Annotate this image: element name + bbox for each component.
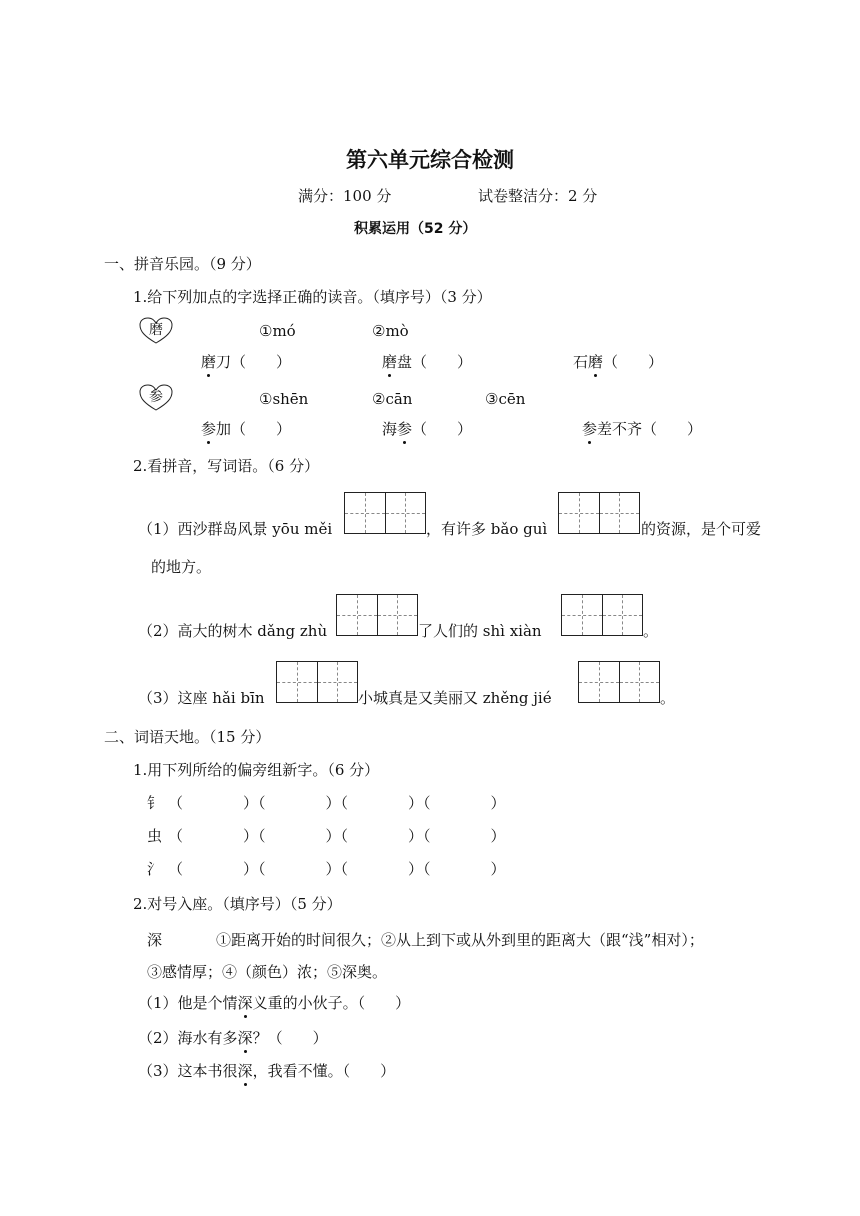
pinyin-line: 的地方。: [151, 558, 212, 576]
option: ②cān: [372, 390, 413, 408]
writing-grid[interactable]: [561, 594, 643, 636]
sentence-after: ？（ ）: [252, 1029, 328, 1047]
dotted-char: 深: [237, 1029, 253, 1047]
blank-row: （ ）（ ）（ ）（ ）: [168, 827, 506, 845]
neat-score: 试卷整洁分：2 分: [478, 187, 598, 205]
pinyin-line: （3）这座 hǎi bīn: [138, 689, 265, 707]
pinyin-line: （2）高大的树木 dǎng zhù: [138, 622, 328, 640]
pinyin-line: 小城真是又美丽又 zhěng jié: [358, 689, 552, 707]
sentence-after: 义重的小伙子。（ ）: [252, 994, 411, 1012]
dotted-char: 深: [237, 994, 253, 1012]
radical: 钅: [147, 794, 163, 812]
word-after: （ ）: [603, 353, 664, 371]
section-title: 积累运用（52 分）: [354, 221, 477, 237]
sentence-after: ，我看不懂。（ ）: [252, 1062, 396, 1080]
word-before: 海: [382, 420, 398, 438]
option: ①mó: [259, 322, 296, 340]
heart-char-box-mo: [138, 317, 174, 345]
heart-char: 参: [149, 389, 163, 405]
word-after: 盘（ ）: [397, 353, 473, 371]
q1-heading: 一、拼音乐园。（9 分）: [104, 255, 261, 273]
meanings-line: ③感情厚；④（颜色）浓；⑤深奥。: [147, 963, 388, 981]
radical: 氵: [147, 860, 163, 878]
sentence-before: （1）他是个情: [138, 994, 238, 1012]
full-score: 满分：100 分: [298, 187, 392, 205]
word-after: （ ）: [412, 420, 473, 438]
blank-row: （ ）（ ）（ ）（ ）: [168, 794, 506, 812]
word-item: [201, 419, 291, 439]
target-word: 深: [147, 931, 163, 949]
writing-grid[interactable]: [344, 492, 426, 534]
option: ①shēn: [259, 390, 309, 408]
radical: 虫: [147, 827, 163, 845]
dotted-char: 参: [397, 420, 413, 438]
dotted-char: 磨: [588, 353, 604, 371]
word-item: [382, 352, 472, 372]
q1-sub1-heading: 1.给下列加点的字选择正确的读音。（填序号）（3 分）: [133, 288, 492, 306]
word-after: 刀（ ）: [216, 353, 292, 371]
writing-grid[interactable]: [558, 492, 640, 534]
sentence-item: [138, 1061, 395, 1081]
q1-sub2-heading: 2.看拼音，写词语。（6 分）: [133, 457, 320, 475]
pinyin-line: ，有许多 bǎo guì: [426, 520, 548, 538]
writing-grid[interactable]: [336, 594, 418, 636]
dotted-char: 参: [201, 420, 217, 438]
sentence-before: （3）这本书很: [138, 1062, 238, 1080]
word-item: [582, 419, 702, 439]
sentence-item: [138, 993, 410, 1013]
pinyin-line: 的资源，是个可爱: [641, 520, 762, 538]
word-item: [382, 419, 472, 439]
pinyin-line: 。: [643, 622, 659, 640]
word-before: 石: [573, 353, 589, 371]
heart-char-box-can: [138, 384, 174, 412]
pinyin-line: 了人们的 shì xiàn: [418, 622, 542, 640]
word-item: [201, 352, 291, 372]
dotted-char: 参: [582, 420, 598, 438]
word-item: [573, 352, 663, 372]
option: ③cēn: [485, 390, 526, 408]
q2-sub2-heading: 2.对号入座。（填序号）（5 分）: [133, 895, 342, 913]
sentence-before: （2）海水有多: [138, 1029, 238, 1047]
pinyin-line: （1）西沙群岛风景 yōu měi: [138, 520, 333, 538]
page-title: 第六单元综合检测: [346, 148, 514, 172]
writing-grid[interactable]: [276, 661, 358, 703]
writing-grid[interactable]: [578, 661, 660, 703]
q2-sub1-heading: 1.用下列所给的偏旁组新字。（6 分）: [133, 761, 380, 779]
blank-row: （ ）（ ）（ ）（ ）: [168, 860, 506, 878]
option: ②mò: [372, 322, 409, 340]
word-after: 加（ ）: [216, 420, 292, 438]
q2-heading: 二、词语天地。（15 分）: [104, 728, 271, 746]
dotted-char: 深: [237, 1062, 253, 1080]
sentence-item: [138, 1028, 328, 1048]
dotted-char: 磨: [382, 353, 398, 371]
meanings-line: ①距离开始的时间很久；②从上到下或从外到里的距离大（跟“浅”相对）；: [216, 931, 704, 949]
dotted-char: 磨: [201, 353, 217, 371]
pinyin-line: 。: [660, 689, 676, 707]
heart-char: 磨: [149, 322, 163, 338]
word-after: 差不齐（ ）: [597, 420, 703, 438]
